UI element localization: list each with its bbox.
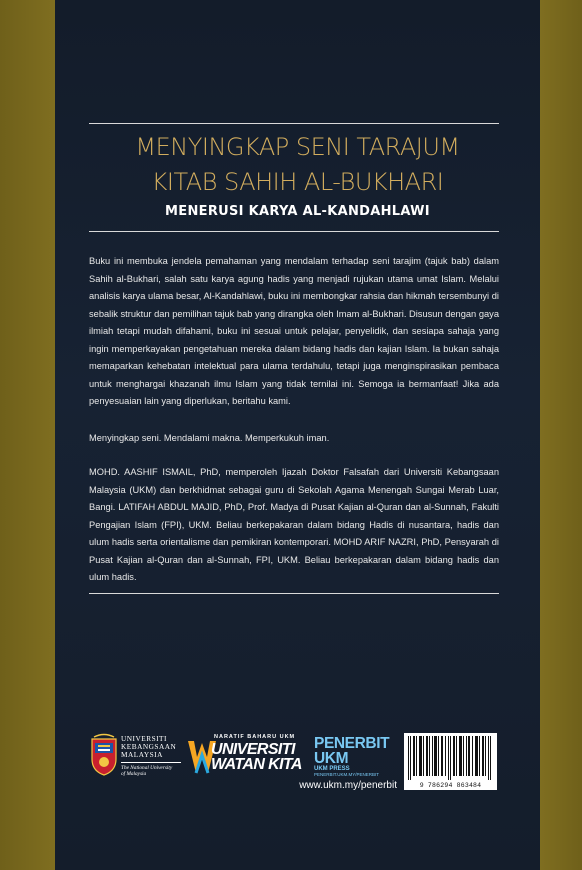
ukm-line-2: KEBANGSAAN — [121, 742, 177, 752]
synopsis-paragraph: Buku ini membuka jendela pemahaman yang mendalam terhadap seni tarajim (tajuk bab) dalam Sahih al-Bukhari, salah satu karya agung hadis yang menjadi rujukan utama umat Islam. Melalui analisis karya ulama besar, Al-Kandahlawi, buku ini membongkar rahsia dan hikmah tersembunyi di sebalik struktur dan pemilihan tajuk bab yang dirangka oleh Imam al-Bukhari. Disusun dengan gaya ilmiah tetapi mudah difahami, buku ini sesuai untuk pelajar, penyelidik, dan sesiapa sahaja yang ingin memperkayakan pengetahuan mereka dalam bidang hadis dan kajian Islam. Ia bukan sahaja memaparkan kehebatan intelektual para ulama terdahulu, tetapi juga menginspirasikan pembaca untuk menghargai khazanah ilmu Islam yang tidak ternilai ini. Semoga ia bermanfaat! Jika ada penyesuaian lain yang diperlukan, beritahu kami. — [89, 256, 499, 406]
universiti-watan-kita-logo — [187, 733, 307, 783]
bottom-rule — [89, 593, 499, 594]
publisher-website: www.ukm.my/penerbit — [299, 780, 397, 791]
penerbit-line-2: UKM — [314, 750, 349, 767]
title-rule — [89, 231, 499, 232]
title-line-2: KITAB SAHIH AL-BUKHARI — [151, 168, 444, 196]
barcode-icon — [408, 736, 493, 780]
tagline: Menyingkap seni. Mendalami makna. Memperkukuh iman. — [89, 433, 330, 443]
penerbit-line-1: PENERBIT — [314, 735, 390, 752]
authors-paragraph: MOHD. AASHIF ISMAIL, PhD, memperoleh Ijazah Doktor Falsafah dari Universiti Kebangsaan Malaysia (UKM) dan berkhidmat sebagai guru di Sekolah Agama Menengah Sungai Merab Luar, Bangi. LATIFAH ABDUL MAJID, PhD, Prof. Madya di Pusat Kajian al-Quran dan al-Sunnah, Fakulti Pengajian Islam (FPI), UKM. Beliau berkepakaran dalam bidang Hadis di nusantara, hadis dan ulum hadis serta orientalisme dan pemikiran kontemporari. MOHD ARIF NAZRI, PhD, Pensyarah di Pusat Kajian al-Quran dan al-Sunnah, FPI, UKM. Beliau berkepakaran dalam bidang hadis dan ulum hadis. — [89, 467, 499, 582]
penerbit-line-4: PENERBIT.UKM.MY/PENERBIT — [314, 772, 380, 777]
top-rule — [89, 123, 499, 124]
ukm-wordmark — [121, 735, 181, 777]
ukm-line-5: of Malaysia — [121, 770, 147, 777]
isbn-number: 9 786294 863484 — [419, 782, 482, 789]
ukm-logo — [89, 733, 184, 783]
subtitle: MENERUSI KARYA AL-KANDAHLAWI — [165, 204, 430, 219]
ukm-line-4: The National University — [121, 764, 173, 771]
uwk-line-2: WATAN KITA — [211, 756, 302, 773]
publisher-logos — [89, 733, 499, 793]
ukm-divider — [121, 760, 181, 763]
uwk-line-1: UNIVERSITI — [211, 741, 295, 758]
ukm-crest-icon — [89, 733, 119, 777]
isbn-barcode — [404, 733, 497, 790]
naratif-label: NARATIF BAHARU UKM — [214, 734, 296, 740]
ukm-line-3: MALAYSIA — [121, 750, 163, 760]
ukm-line-1: UNIVERSITI — [121, 734, 167, 743]
penerbit-ukm-logo — [314, 735, 396, 781]
title-line-1: MENYINGKAP SENI TARAJUM — [135, 133, 460, 161]
penerbit-line-3: UKM PRESS — [314, 766, 350, 772]
